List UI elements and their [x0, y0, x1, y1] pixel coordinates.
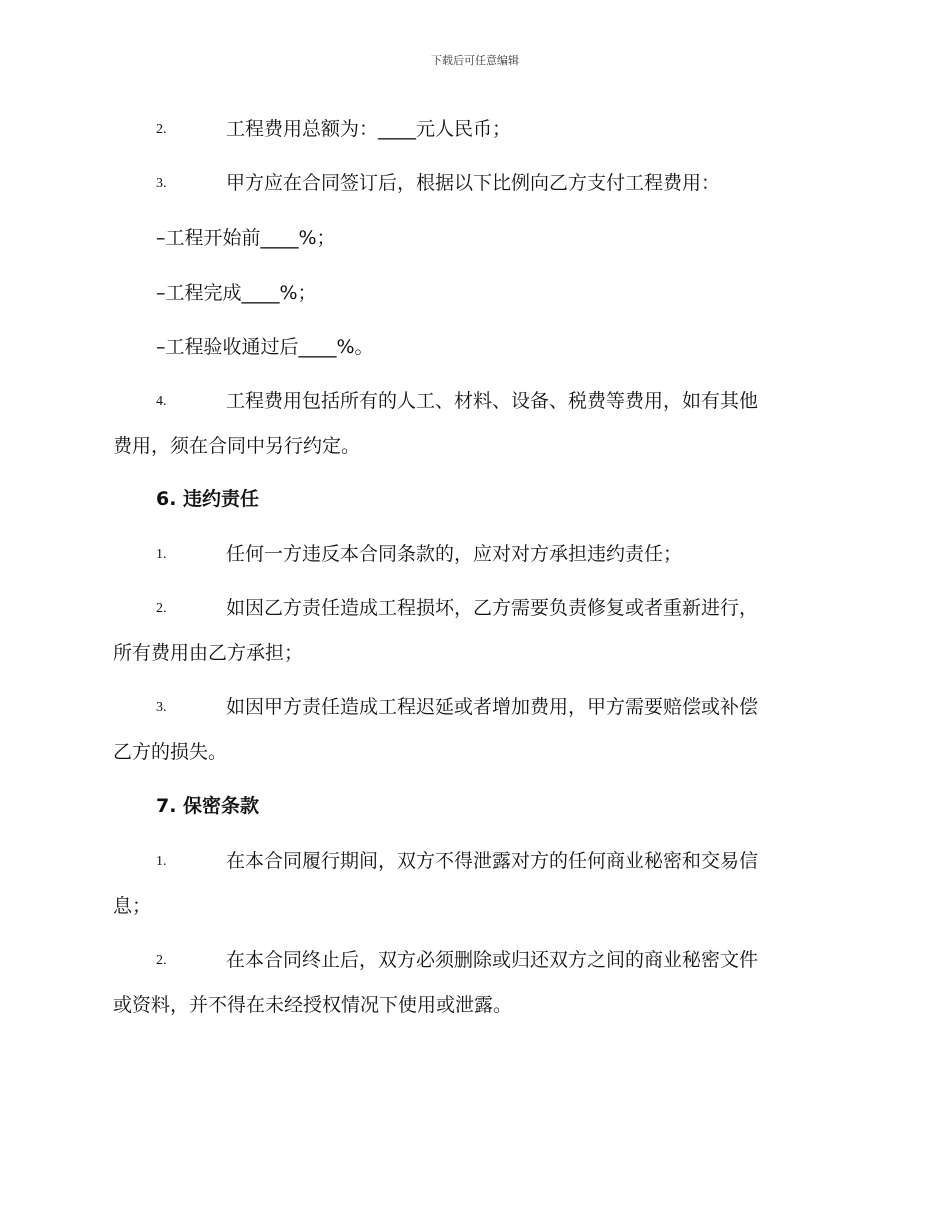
- item-text-line: 或资料，并不得在未经授权情况下使用或泄露。: [113, 994, 513, 1016]
- item-text: 工程费用总额为：____元人民币；: [226, 118, 512, 140]
- item-text-line: 在本合同终止后，双方必须删除或归还双方之间的商业秘密文件: [226, 949, 759, 971]
- page-header-note: 下载后可任意编辑: [431, 54, 519, 67]
- item-number: 3.: [156, 176, 167, 191]
- item-number: 2.: [156, 953, 167, 968]
- section-heading: 7. 保密条款: [156, 795, 260, 817]
- bullet-item: –工程开始前____%；: [156, 227, 336, 249]
- item-number: 1.: [156, 854, 167, 869]
- item-text-line: 所有费用由乙方承担；: [113, 642, 304, 664]
- item-text-line: 费用，须在合同中另行约定。: [113, 435, 361, 457]
- bullet-item: –工程完成____%；: [156, 282, 317, 304]
- item-text-line: 乙方的损失。: [113, 741, 228, 763]
- item-text-line: 工程费用包括所有的人工、材料、设备、税费等费用，如有其他: [226, 390, 759, 412]
- item-number: 2.: [156, 122, 167, 137]
- item-number: 3.: [156, 700, 167, 715]
- section-heading: 6. 违约责任: [156, 488, 260, 510]
- item-number: 2.: [156, 601, 167, 616]
- item-number: 4.: [156, 394, 167, 409]
- item-number: 1.: [156, 547, 167, 562]
- item-text-line: 任何一方违反本合同条款的，应对对方承担违约责任；: [226, 543, 683, 565]
- item-text-line: 在本合同履行期间，双方不得泄露对方的任何商业秘密和交易信: [226, 850, 759, 872]
- item-text-line: 息；: [113, 895, 152, 917]
- item-text-line: 如因乙方责任造成工程损坏，乙方需要负责修复或者重新进行，: [226, 597, 759, 619]
- bullet-item: –工程验收通过后____%。: [156, 336, 374, 358]
- item-text-line: 如因甲方责任造成工程迟延或者增加费用，甲方需要赔偿或补偿: [226, 696, 759, 718]
- item-text: 甲方应在合同签订后，根据以下比例向乙方支付工程费用：: [226, 172, 721, 194]
